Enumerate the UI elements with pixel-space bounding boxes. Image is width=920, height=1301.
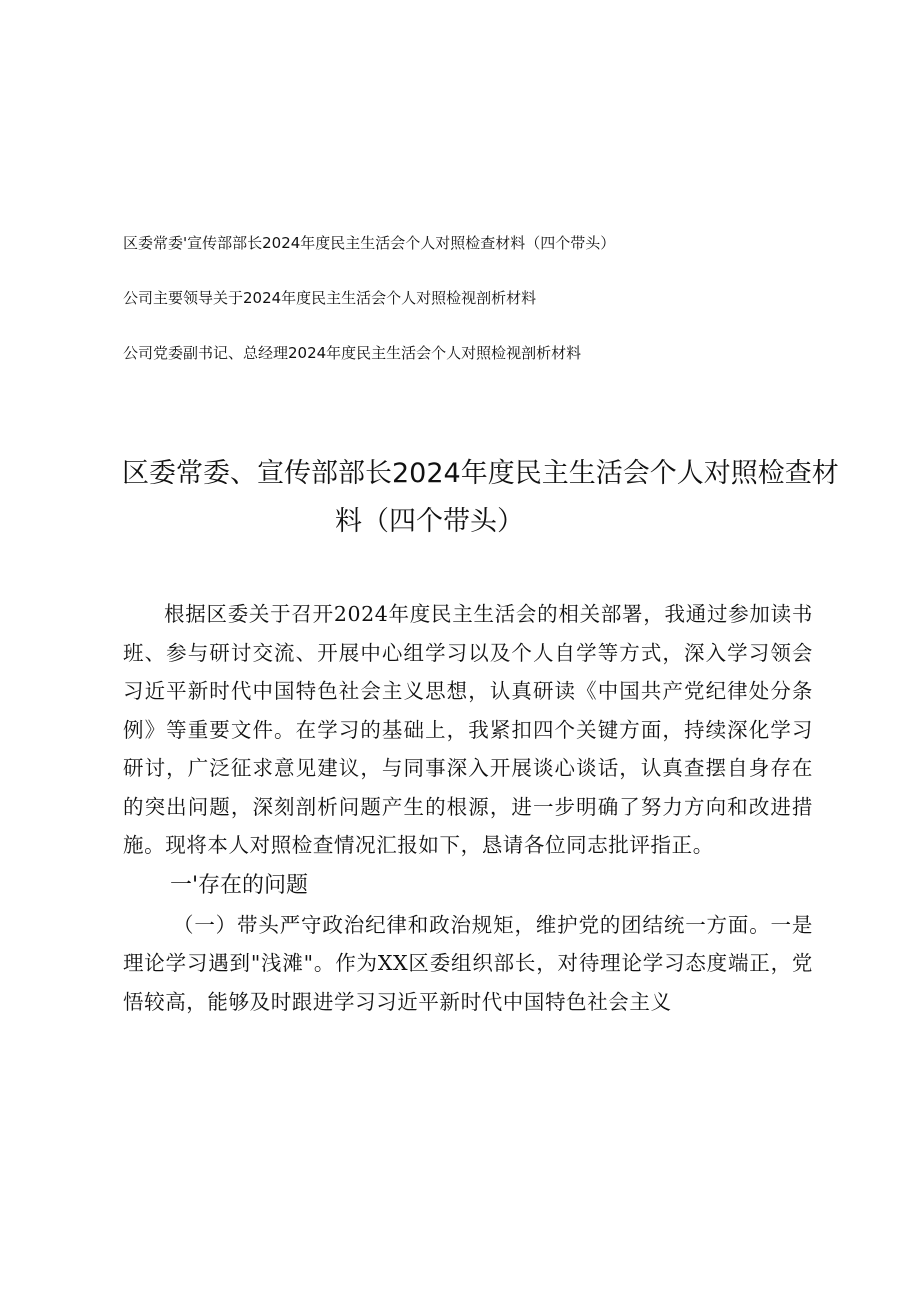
toc-item[interactable]: 公司主要领导关于2024年度民主生活会个人对照检视剖析材料 xyxy=(123,289,537,307)
document-title-line-2: 料（四个带头） xyxy=(335,506,524,537)
document-title-line-1: 区委常委、宣传部部长2024年度民主生活会个人对照检查材 xyxy=(122,458,839,489)
intro-paragraph: 根据区委关于召开2024年度民主生活会的相关部署，我通过参加读书班、参与研讨交流、开展中心组学习以及个人自学等方式，深入学习领会习近平新时代中国特色社会主义思想，认真研读《中国共产党纪律处分条例》等重要文件。在学习的基础上，我紧扣四个关键方面，持续深化学习研讨，广泛征求意见建议，与同事深入开展谈心谈话，认真查摆自身存在的突出问题，深刻剖析问题产生的根源，进一步明确了努力方向和改进措施。现将本人对照检查情况汇报如下，恳请各位同志批评指正。 xyxy=(123,602,813,857)
toc-item[interactable]: 区委常委'宣传部部长2024年度民主生活会个人对照检查材料（四个带头） xyxy=(123,234,616,252)
section-heading: 一'存在的问题 xyxy=(170,872,309,898)
document-body xyxy=(123,595,813,1021)
table-of-contents xyxy=(123,233,823,363)
toc-item[interactable]: 公司党委副书记、总经理2024年度民主生活会个人对照检视剖析材料 xyxy=(123,344,582,362)
document-title xyxy=(122,450,839,546)
section-paragraph: （一）带头严守政治纪律和政治规矩，维护党的团结统一方面。一是理论学习遇到"浅滩"。作为XX区委组织部长，对待理论学习态度端正，党悟较高，能够及时跟进学习习近平新时代中国特色社会主义 xyxy=(123,912,813,1014)
